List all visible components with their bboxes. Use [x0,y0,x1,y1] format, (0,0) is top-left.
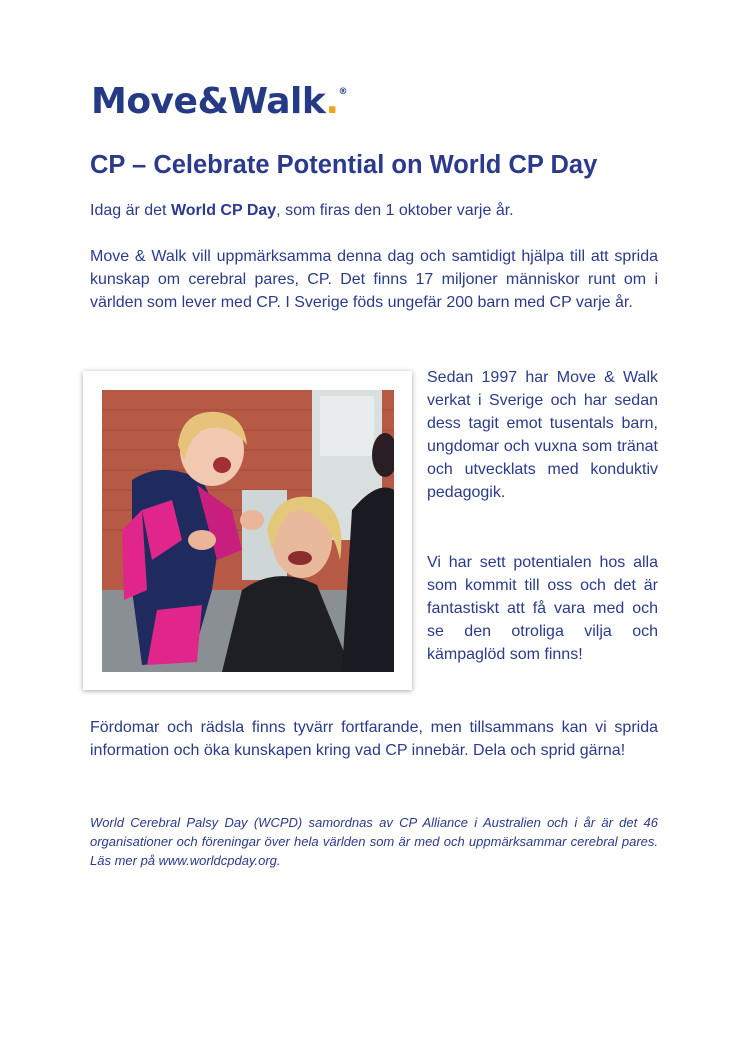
body-paragraph-2: Move & Walk vill uppmärksamma denna dag och samtidigt hjälpa till att sprida kunskap om cerebral pares, CP. Det finns 17 miljoner människor runt om i världen som lever med CP. I Sverige föds ungefär 200 barn med CP varje år. [90,248,658,311]
logo-text: Move&Walk [91,81,326,122]
logo-registered-mark: ® [338,87,348,97]
intro-bold: World CP Day [170,202,277,219]
photo-child-and-mother [102,390,394,672]
footnote: World Cerebral Palsy Day (WCPD) samordnas av CP Alliance i Australien och i år är det 46 organisationer och föreningar över hela världen som är med och uppmärksammar cerebral pares. Läs mer på www.worldcpday.org. [90,815,658,868]
intro-before: Idag är det [90,202,171,219]
logo-dot: . [325,81,339,122]
side-paragraph-2: Vi har sett potentialen hos alla som kommit till oss och det är fantastiskt att få vara med och se den otroliga vilja och kämpaglöd som finns! [427,554,658,663]
intro-paragraph [90,199,658,222]
photo-illustration [102,390,394,672]
side-paragraph-1: Sedan 1997 har Move & Walk verkat i Sverige och har sedan dess tagit emot tusentals barn, ungdomar och vuxna som tränat och utvecklats med konduktiv pedagogik. [427,369,658,501]
move-and-walk-logo [91,81,348,122]
intro-after: , som firas den 1 oktober varje år. [276,202,514,219]
body-paragraph-3: Fördomar och rädsla finns tyvärr fortfarande, men tillsammans kan vi sprida information och öka kunskapen kring vad CP innebär. Dela och sprid gärna! [90,719,658,759]
page-title: CP – Celebrate Potential on World CP Day [90,151,598,179]
photo-frame [83,371,412,690]
